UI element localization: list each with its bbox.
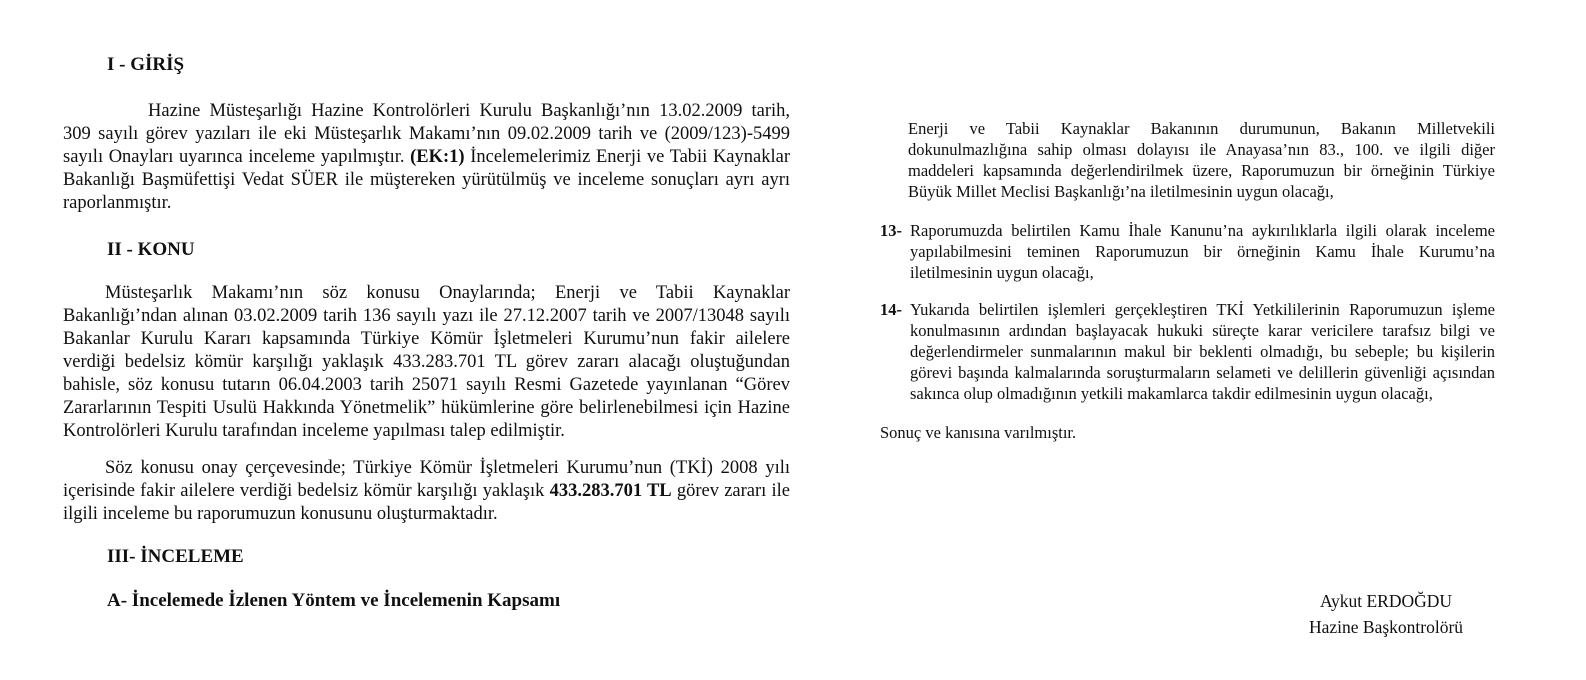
signature-title: Hazine Başkontrolörü <box>1308 617 1464 637</box>
paragraph-giris-pre: Hazine Müsteşarlığı Hazine Kontrolörleri Kurulu Başkanlığı’nın 13.02.2009 tarih, 309 sayılı görev yazıları ile eki Müsteşarlık Makamı’nın 09.02.2009 tarih ve (2009/123)-5499 sayılı Onayları uyarınca inceleme yapılmıştır. <box>63 101 790 167</box>
item-number-13: 13- <box>880 221 902 240</box>
signature-name: Aykut ERDOĞDU <box>1319 591 1453 611</box>
paragraph-onay <box>63 457 790 526</box>
paragraph-giris <box>63 100 790 215</box>
subsection-heading-yontem: A- İncelemede İzlenen Yöntem ve İncelemenin Kapsamı <box>107 590 561 611</box>
paragraph-onay-pre: Söz konusu onay çerçevesinde; Türkiye Kömür İşletmeleri Kurumu’nun (TKİ) 2008 yılı içerisinde fakir ailelere verdiği bedelsiz kömür karşılığı yaklaşık <box>63 458 790 501</box>
closing-statement: Sonuç ve kanısına varılmıştır. <box>880 423 1077 442</box>
paragraph-continuation: Enerji ve Tabii Kaynaklar Bakanının durumunun, Bakanın Milletvekili dokunulmazlığına sahip olması dolayısı ile Anayasa’nın 83., 100. ve ilgili diğer maddeleri kapsamında değerlendirilmek üzere, Raporumuzun bir örneğinin Türkiye Büyük Millet Meclisi Başkanlığı’na iletilmesinin uygun olacağı, <box>908 119 1495 201</box>
page-right <box>880 118 1495 443</box>
paragraph-onay-post: görev zararı ile ilgili inceleme bu raporumuzun konusunu oluşturmaktadır. <box>63 481 790 524</box>
paragraph-konu: Müsteşarlık Makamı’nın söz konusu Onaylarında; Enerji ve Tabii Kaynaklar Bakanlığı’ndan alınan 03.02.2009 tarih 136 sayılı yazı ile 27.12.2007 tarih ve 2007/13048 sayılı Bakanlar Kurulu Kararı kapsamında Türkiye Kömür İşletmeleri Kurumu’nun fakir ailelere verdiği bedelsiz kömür karşılığı yaklaşık 433.283.701 TL görev zararı alacağı oluştuğundan bahisle, söz konusu tutarın 06.04.2003 tarih 25071 sayılı Resmi Gazetede yayınlanan “Görev Zararlarının Tespiti Usulü Hakkında Yönetmelik” hükümlerine göre belirlenebilmesi için Hazine Kontrolörleri Kurulu tarafından inceleme yapılması talep edilmiştir. <box>63 283 790 441</box>
section-heading-konu: II - KONU <box>107 239 195 260</box>
section-heading-giris: I - GİRİŞ <box>107 54 185 75</box>
ek1-bold-ref: (EK:1) <box>410 147 465 167</box>
item-number-14: 14- <box>880 300 902 319</box>
page-left <box>63 53 790 612</box>
item-text-13: Raporumuzda belirtilen Kamu İhale Kanunu’na aykırılıklarla ilgili olarak inceleme yapılabilmesini teminen Raporumuzun bir örneğinin Kamu İhale Kurumu’na iletilmesinin uygun olacağı, <box>910 221 1495 282</box>
section-heading-inceleme: III- İNCELEME <box>107 546 244 567</box>
item-text-14: Yukarıda belirtilen işlemleri gerçekleştiren TKİ Yetkililerinin Raporumuzun işleme konulmasının ardından başlayacak hukuki süreçte karar vericilere tarafsız bilgi ve değerlendirmeler sunmalarının makul bir beklenti olmadığı, bu sebeple; bu kişilerin görevi başında kalmalarında soruşturmaların selameti ve delillerin güvenliği açısından sakınca olup olmadığının yetkili makamlarca takdir edilmesinin uygun olacağı, <box>910 300 1495 403</box>
list-item-14 <box>880 299 1495 404</box>
list-item-13 <box>880 220 1495 283</box>
paragraph-giris-post: İncelemelerimiz Enerji ve Tabii Kaynaklar Bakanlığı Başmüfettişi Vedat SÜER ile müştereken yürütülmüş ve inceleme sonuçları ayrı ayrı raporlanmıştır. <box>63 147 790 213</box>
signature-block <box>1278 588 1494 640</box>
amount-bold: 433.283.701 TL <box>549 481 672 501</box>
